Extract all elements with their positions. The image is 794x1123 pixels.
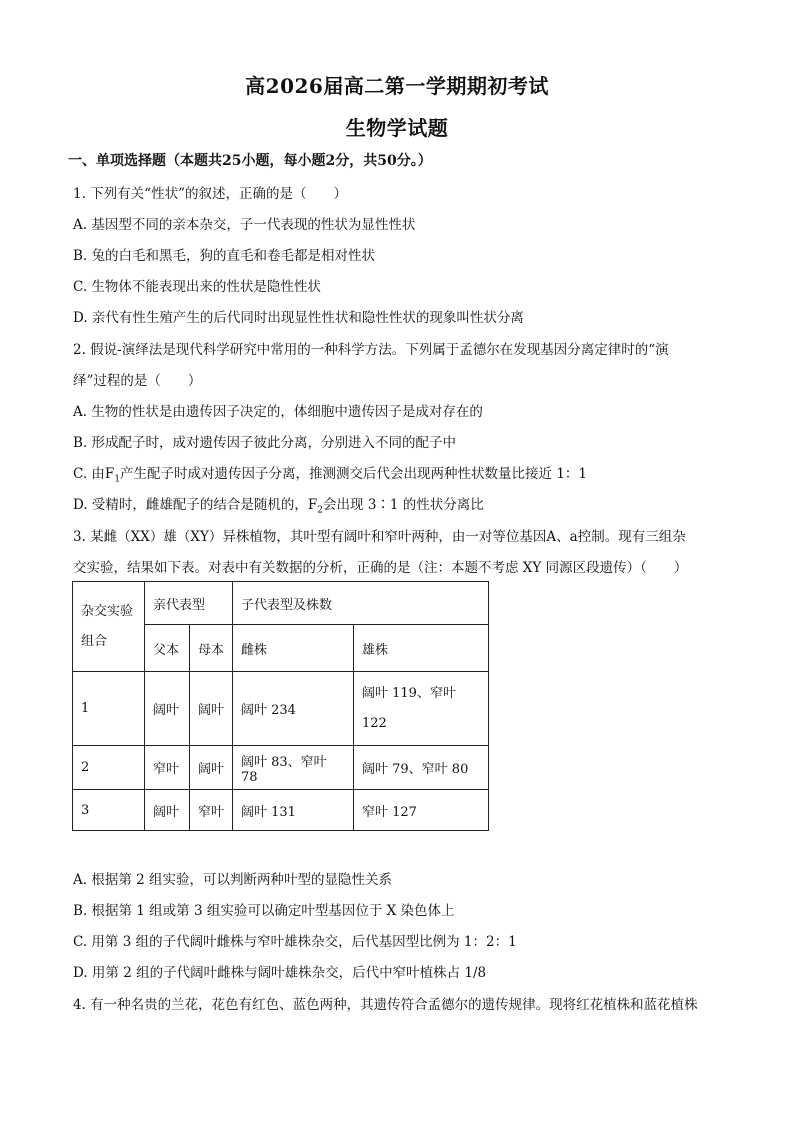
cell-father: 阔叶 (145, 672, 190, 746)
table-row (73, 672, 489, 746)
cell-mother: 阔叶 (190, 672, 233, 746)
cell-mother: 窄叶 (190, 790, 233, 831)
q2-option-a: A. 生物的性状是由遗传因子决定的，体细胞中遗传因子是成对存在的 (73, 404, 483, 420)
cell-female: 阔叶 131 (233, 790, 354, 831)
q2-stem-line1: 2. 假说-演绎法是现代科学研究中常用的一种科学方法。下列属于孟德尔在发现基因分离定律时的“演 (73, 342, 669, 358)
q3-option-c: C. 用第 3 组的子代阔叶雌株与窄叶雄株杂交，后代基因型比例为 1：2：1 (73, 934, 517, 950)
q1-option-d: D. 亲代有性生殖产生的后代同时出现显性性状和隐性性状的现象叫性状分离 (73, 310, 524, 326)
cell-father: 窄叶 (145, 746, 190, 790)
section-heading: 一、单项选择题（本题共25小题，每小题2分，共50分。） (68, 153, 432, 169)
cell-female: 阔叶 234 (233, 672, 354, 746)
q3-stem-line2: 交实验，结果如下表。对表中有关数据的分析，正确的是（注：本题不考虑 XY 同源区段遗传）（ ） (73, 560, 688, 576)
q1-option-c: C. 生物体不能表现出来的性状是隐性性状 (73, 279, 321, 295)
page-subtitle: 生物学试题 (345, 116, 449, 140)
q2-option-c: C. 由$F_1$产生配子时成对遗传因子分离，推测测交后代会出现两种性状数量比接近 1：1 (73, 466, 588, 485)
q1-option-b: B. 兔的白毛和黑毛，狗的直毛和卷毛都是相对性状 (73, 248, 376, 264)
q2-stem-line2: 绎”过程的是（ ） (73, 373, 202, 389)
q2-option-d: D. 受精时，雌雄配子的结合是随机的，$F_2$会出现 3∶1 的性状分离比 (73, 497, 484, 516)
q1-option-a: A. 基因型不同的亲本杂交，子一代表现的性状为显性性状 (73, 217, 416, 233)
q2-option-b: B. 形成配子时，成对遗传因子彼此分离，分别进入不同的配子中 (73, 435, 457, 451)
cell-group: 1 (73, 672, 145, 746)
q3-option-b: B. 根据第 1 组或第 3 组实验可以确定叶型基因位于 X 染色体上 (73, 903, 455, 919)
cell-father: 阔叶 (145, 790, 190, 831)
header-female: 雌株 (233, 625, 354, 672)
header-group: 杂交实验组合 (73, 582, 145, 672)
header-male: 雄株 (354, 625, 489, 672)
cell-female: 阔叶 83、窄叶 78 (233, 746, 354, 790)
cell-male: 窄叶 127 (354, 790, 489, 831)
q3-option-d: D. 用第 2 组的子代阔叶雌株与阔叶雄株杂交，后代中窄叶植株占 1/8 (73, 965, 487, 981)
q3-data-table (72, 581, 489, 831)
header-mother: 母本 (190, 625, 233, 672)
cell-male: 阔叶 79、窄叶 80 (354, 746, 489, 790)
cell-male: 阔叶 119、窄叶 122 (354, 672, 489, 746)
q3-stem-line1: 3. 某雌（XX）雄（XY）异株植物，其叶型有阔叶和窄叶两种，由一对等位基因A、a控制。现有三组杂 (73, 529, 686, 545)
header-parent: 亲代表型 (145, 582, 233, 625)
header-father: 父本 (145, 625, 190, 672)
table-row (73, 790, 489, 831)
cell-mother: 阔叶 (190, 746, 233, 790)
cell-group: 3 (73, 790, 145, 831)
page-title: 高2026届高二第一学期期初考试 (245, 74, 549, 98)
table-row (73, 746, 489, 790)
header-offspring: 子代表型及株数 (233, 582, 489, 625)
q3-option-a: A. 根据第 2 组实验，可以判断两种叶型的显隐性关系 (73, 872, 393, 888)
q1-stem: 1. 下列有关“性状”的叙述，正确的是（ ） (73, 186, 347, 202)
cell-group: 2 (73, 746, 145, 790)
q4-stem-line1: 4. 有一种名贵的兰花，花色有红色、蓝色两种，其遗传符合孟德尔的遗传规律。现将红花植株和蓝花植株 (73, 997, 698, 1013)
